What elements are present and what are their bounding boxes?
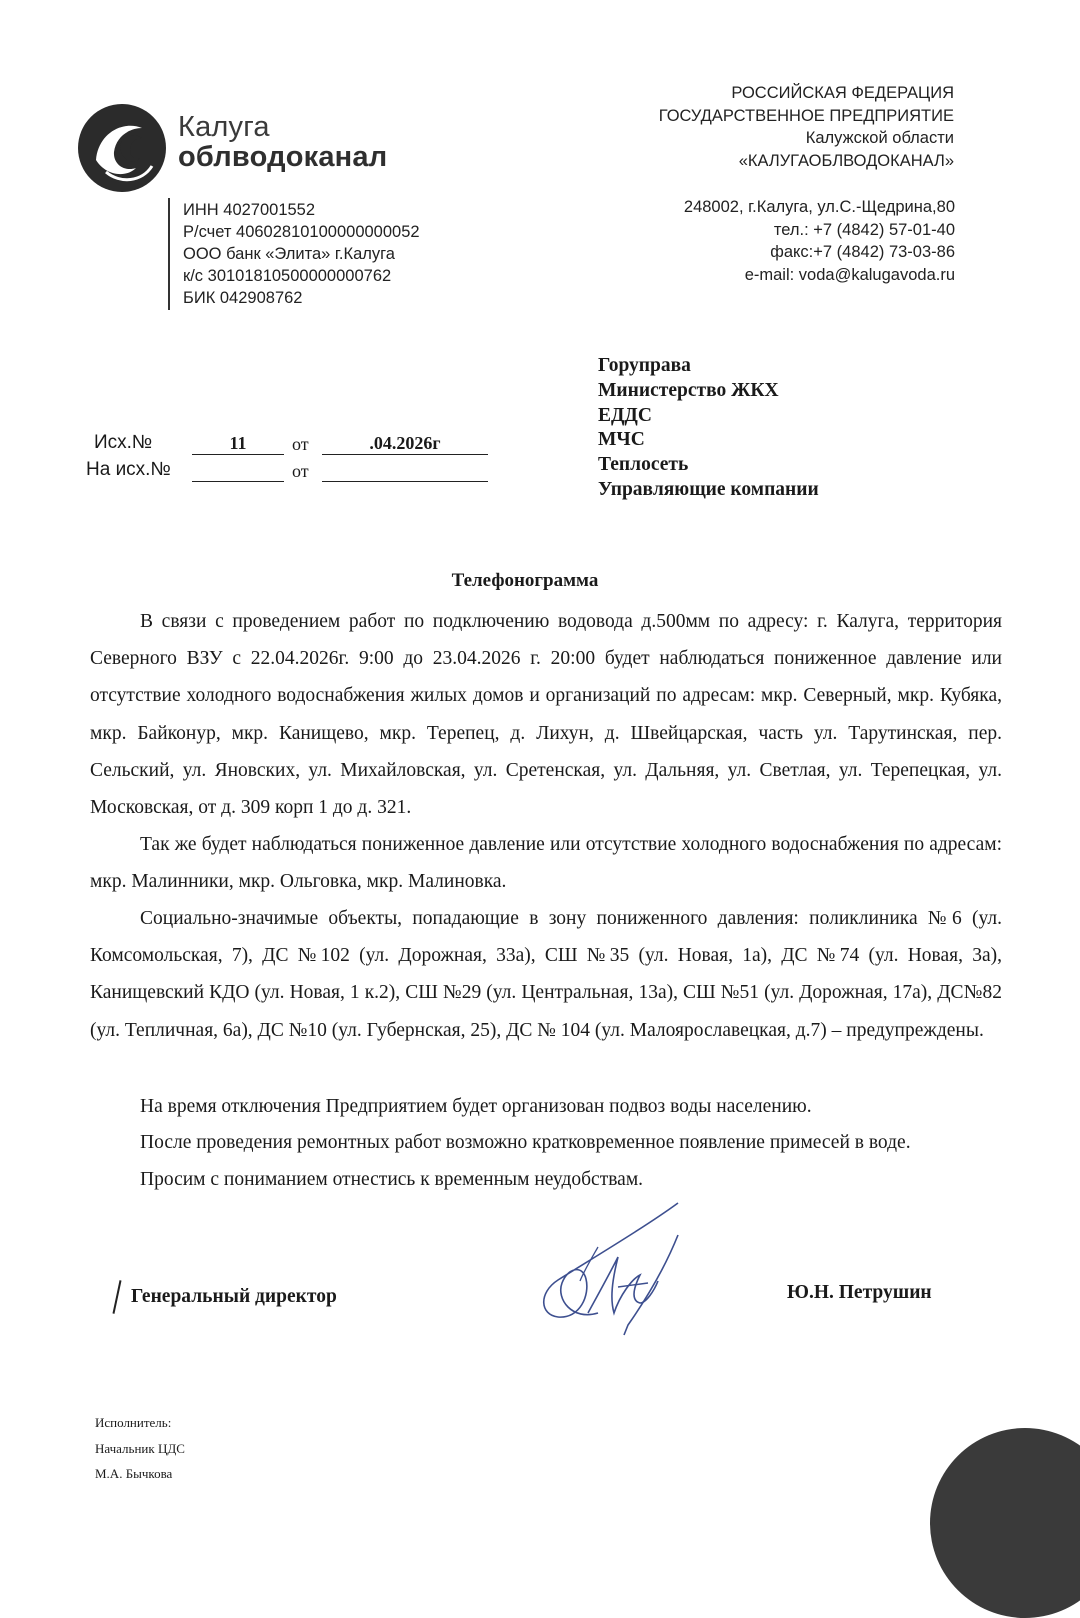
out-number-label: Исх.№ (94, 432, 153, 453)
bank-name: ООО банк «Элита» г.Калуга (183, 245, 395, 263)
in-number (192, 459, 284, 482)
document-title: Телефонограмма (451, 570, 599, 591)
organization-header (659, 82, 954, 172)
paragraph-apology (90, 1161, 1002, 1198)
bank-requisites (183, 199, 420, 309)
recipient: МЧС (598, 429, 645, 451)
recipient: Министерство ЖКХ (598, 379, 779, 401)
bank-corr-account: к/с 30101810500000000762 (183, 267, 392, 285)
signatory-position: Генеральный директор (131, 1286, 337, 1307)
recipients-list (598, 354, 819, 503)
paragraph-impurities (90, 1124, 1002, 1161)
signature-tick (112, 1280, 121, 1314)
outgoing-reference (86, 432, 496, 492)
company-logo-text (178, 112, 387, 172)
paragraph-impurities-text: После проведения ремонтных работ возможно кратковременное появление примесей в воде. (140, 1132, 911, 1153)
executor-name: М.А. Бычкова (95, 1466, 173, 1481)
handwritten-signature (528, 1195, 698, 1345)
paragraph-apology-text: Просим с пониманием отнестись к временным неудобствам. (140, 1169, 644, 1190)
logo-line2: облводоканал (178, 141, 388, 173)
recipient: Управляющие компании (598, 478, 819, 500)
org-line: РОССИЙСКАЯ ФЕДЕРАЦИЯ (731, 84, 954, 102)
paragraph-outage (90, 603, 1002, 826)
paragraph-water-delivery (90, 1088, 1002, 1125)
paragraph-social-objects (90, 900, 1002, 1049)
bank-bik: БИК 042908762 (183, 289, 303, 307)
recipient: Горуправа (598, 355, 691, 376)
out-date-label: от (292, 434, 309, 454)
paragraph-low-pressure-text: Так же будет наблюдаться пониженное давление или отсутствие холодного водоснабжения по адресам: мкр. Малинники, мкр. Ольговка, мкр. Малиновка. (90, 834, 1002, 893)
org-line: ГОСУДАРСТВЕННОЕ ПРЕДПРИЯТИЕ (658, 106, 954, 125)
corner-overlay-button[interactable] (930, 1428, 1080, 1618)
org-address: 248002, г.Калуга, ул.С.-Щедрина,80 (683, 198, 955, 216)
signatory-name: Ю.Н. Петрушин (787, 1282, 932, 1303)
paragraph-outage-text: В связи с проведением работ по подключению водовода д.500мм по адресу: г. Калуга, территория Северного ВЗУ с 22.04.2026г. 9:00 до 23.04.2026 г. 20:00 будет наблюдаться пониженное давление или отсутствие холодного водоснабжения жилых домов и организаций по адресам: мкр. Северный, мкр. Кубяка, мкр. Байконур, мкр. Канищево, мкр. Терепец, д. Лихун, д. Швейцарская, часть ул. Тарутинская, пер. Сельский, ул. Яновских, ул. Михайловская, ул. Сретенская, ул. Дальняя, ул. Светлая, ул. Терепецкая, ул. Московская, от д. 309 корп 1 до д. 321. (90, 611, 1002, 819)
out-number: 11 (192, 432, 284, 455)
bank-divider (168, 198, 170, 310)
recipient: ЕДДС (598, 404, 652, 426)
in-date-label: от (292, 461, 309, 481)
in-number-label: На исх.№ (86, 459, 171, 480)
in-date (322, 459, 488, 482)
executor-label: Исполнитель: (95, 1415, 172, 1430)
company-logo-icon (76, 98, 168, 198)
executor-block (95, 1410, 185, 1487)
organization-contacts (684, 196, 955, 286)
out-date: .04.2026г (322, 432, 488, 455)
org-phone: тел.: +7 (4842) 57-01-40 (773, 220, 955, 239)
org-fax: факс:+7 (4842) 73-03-86 (770, 243, 955, 261)
paragraph-water-delivery-text: На время отключения Предприятием будет организован подвоз воды населению. (140, 1096, 812, 1117)
bank-account: Р/счет 40602810100000000052 (183, 223, 420, 241)
paragraph-low-pressure (90, 826, 1002, 900)
paragraph-social-objects-text: Социально-значимые объекты, попадающие в зону пониженного давления: поликлиника №6 (ул. Комсомольская, 7), ДС №102 (ул. Дорожная, 33а), СШ №35 (ул. Новая, 1а), ДС №74 (ул. Новая, 3а), Канищевский КДО (ул. Новая, 1 к.2), СШ №29 (ул. Центральная, 13а), СШ №51 (ул. Дорожная, 17а), ДС№82 (ул. Тепличная, 6а), ДС №10 (ул. Губернская, 25), ДС № 104 (ул. Малоярославецкая, д.7) – предупреждены. (90, 908, 1002, 1041)
org-line: Калужской области (805, 129, 954, 147)
org-line: «КАЛУГАОБЛВОДОКАНАЛ» (738, 151, 954, 170)
bank-inn: ИНН 4027001552 (183, 201, 316, 219)
logo-line1: Калуга (178, 111, 270, 143)
org-email: e-mail: voda@kalugavoda.ru (744, 265, 955, 284)
recipient: Теплосеть (598, 454, 689, 476)
executor-position: Начальник ЦДС (95, 1440, 185, 1456)
